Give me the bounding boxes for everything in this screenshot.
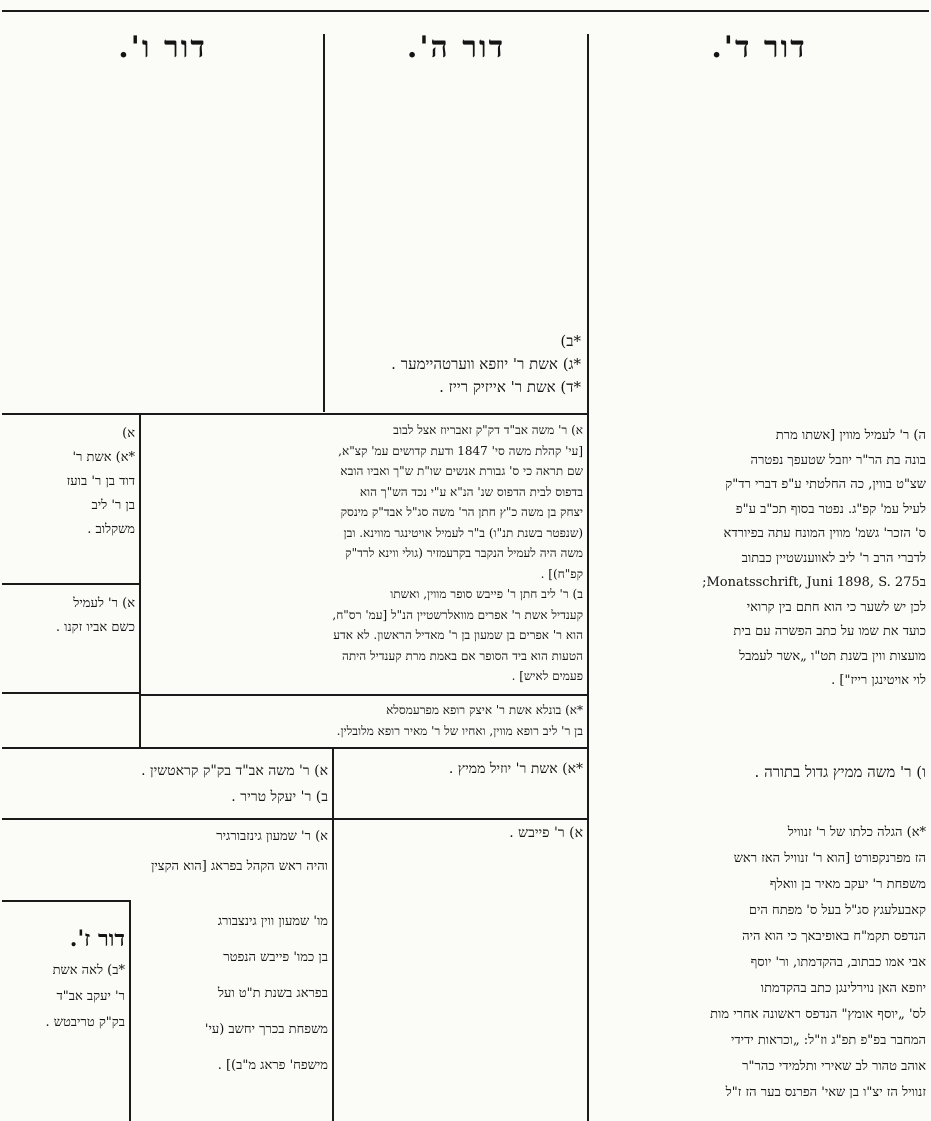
row4-left-top-block: [5, 822, 328, 882]
row4-left-col-block: [134, 904, 328, 1084]
text-line: ב) ר' יעקל טריר .: [231, 789, 328, 805]
text-line: [עי' קהלת משה סי' 1847 ודעת קדושים עמ' קצ"א,: [338, 443, 583, 458]
text-line: דוד בן ר' בועז: [66, 474, 135, 489]
col-divider-left-upper: [323, 34, 325, 412]
header-dor-vav: דור ו'.: [118, 30, 207, 65]
text-line: א) ר' משה אב"ד בק"ק קראטשין .: [141, 763, 328, 779]
rule-row4-left-sub: [2, 900, 130, 902]
text-line: והיה ראש הקהל בפראג [הוא הקצין: [151, 859, 328, 874]
text-line: בדפוס לבית הדפוס שנ' הנ"א ע"י נכד הש"ך הוא: [359, 484, 583, 499]
text-line: כועד את שמו על כתב הפשרה עם בית: [733, 624, 926, 639]
text-line: *ג) אשת ר' יוזפא ווערטהיימער .: [391, 355, 581, 373]
text-line: אבי אמו כבתוב, בהקדמתו, ור' יוסף: [750, 955, 926, 970]
text-line: בMonatsschrift, Juni 1898, S. 275;: [702, 575, 926, 590]
header-dor-he: דור ה'.: [406, 30, 506, 65]
text-line: בן כמו' פייבש הנפטר: [223, 950, 328, 965]
text-line: לוי אויטינגן רייז"] .: [831, 673, 926, 688]
text-line: לס' „יוסף אומץ" הנדפס ראשונה אחרי מות: [710, 1007, 926, 1022]
text-line: *א) אשת ר': [72, 450, 135, 465]
row2-left-b-block: [5, 592, 135, 640]
text-line: ר' יעקב אב"ד: [56, 989, 125, 1004]
text-line: בונה בת הר"ר יוזבל שטעפך נפטרה: [750, 452, 926, 468]
text-line: הטעות הוא ביד הסופר אם באמת מרת קענדיל היתה: [341, 648, 583, 663]
text-line: קענדיל אשת ר' אפרים מוואלרשטיין הנ"ל [עמ' רס"ח,: [332, 607, 583, 622]
row4-right-block: [592, 820, 926, 1106]
rule-row3-top: [2, 747, 588, 749]
top-rule: [2, 10, 929, 12]
row2-mid2-block: [145, 700, 583, 742]
text-line: א) ר' לעמיל: [73, 596, 135, 611]
row2-left-a-block: [5, 422, 135, 542]
text-line: *א) בונלא אשת ר' איצק רופא מפרעמסלא: [386, 703, 583, 717]
text-line: לכן יש לשער כי הוא חתם בין קרואי: [746, 599, 926, 615]
text-line: ה) ר' לעמיל מווין [אשתו מרת: [775, 428, 926, 443]
text-line: הוא ר' אפרים בן שמעון בן ר' מאדיל הראשון. לא אדע: [333, 628, 583, 642]
rule-left-a: [2, 583, 140, 585]
text-line: משקלוב .: [87, 522, 135, 537]
text-line: בפראג בשנת ת"ט ועל: [217, 986, 328, 1001]
text-line: כשם אביו זקנו .: [55, 620, 135, 635]
rule-row4-top: [2, 818, 588, 820]
text-line: (שנפטר בשנת תנ"ו) ב"ר לעמיל אויטינגר מווינא. ובן: [343, 525, 583, 540]
text-line: מו' שמעון ווין גינצבורג: [217, 914, 328, 929]
text-line: לדברי הרב ר' ליב לאווענשטיין כבתוב: [741, 550, 926, 566]
col-divider-row2: [139, 413, 141, 748]
text-line: שם תראה כי ס' גבורת אנשים שו"ת ש"ך ואביו הובא: [340, 464, 583, 478]
text-line: פעמים לאיש] .: [511, 669, 583, 683]
text-line: א): [122, 426, 135, 441]
col-divider-right: [587, 34, 589, 1121]
text-line: קפ"ח)] .: [540, 566, 583, 581]
col-divider-row3: [332, 747, 334, 1121]
text-line: משפחת בכרך יחשב (עי': [204, 1022, 328, 1037]
rule-mid-sub: [140, 694, 588, 696]
text-line: בק"ק טריבטש .: [45, 1015, 125, 1030]
text-line: א) ר' משה אב"ד דק"ק זאבריוז אצל לבוב: [393, 423, 583, 437]
text-line: יצחק בן משה כ"ץ חתן הר' משה סג"ל אבד"ק מינסק: [340, 505, 583, 519]
header-dor-dalet: דור ד'.: [711, 30, 807, 65]
text-line: בן ר' ליב: [91, 498, 135, 513]
text-line: לעיל עמ' קפ"ג. נפטר בסוף תכ"ב ע"פ: [735, 501, 926, 517]
row1-mid-block: [326, 330, 581, 399]
rule-row2-top: [2, 413, 588, 415]
text-line: הז מפרנקפורט [הוא ר' זנוויל האז ראש: [733, 851, 926, 866]
text-line: משפחת ר' יעקב מאיר בן וואלף: [769, 877, 926, 892]
text-line: מישפח' פראג מ"ב)] .: [217, 1058, 328, 1073]
subheader-dor-zayin: דור ז'.: [69, 926, 125, 952]
text-line: ס' הזכר' גשמ' מווין המונח עתה בפיורדא: [723, 526, 926, 541]
row2-mid-block: [145, 420, 583, 687]
text-line: בן ר' ליב רופא מווין, ואחיו של ר' מאיר רופא מלובלין.: [336, 724, 583, 738]
text-line: *ד) אשת ר' אייזיק רייז .: [439, 378, 581, 396]
text-line: משה היה לעמיל הנקבר בקרעמזיר (גולי ווינא לרד"ק: [345, 546, 583, 560]
text-line: מועצות ווין בשנת תט"ו „אשר לעמבל: [739, 648, 926, 664]
text-line: יוזפא האן נוירלינגן כתב בהקדמתו: [760, 981, 926, 996]
text-line: *א) הגלה כלתו של ר' זנוויל: [787, 825, 926, 840]
text-line: שצ"ט בווין, כה החלטתי ע"פ דברי רד"ק: [725, 477, 926, 492]
text-line: הנדפס תקמ"ח באופיבאך כי הוא היה: [742, 929, 926, 944]
text-line: המחבר בפ"פ תפ"ג וז"ל: „וכראות ידידי: [730, 1033, 926, 1048]
text-line: ב) ר' ליב חתן ר' פייבש סופר מווין, ואשתו: [390, 587, 583, 601]
text-line: קאבעלעגץ סג"ל בעל ס' מפתח הים: [748, 903, 926, 918]
rule-left-b: [2, 692, 140, 694]
row2-right-block: [592, 424, 926, 694]
text-line: אוהב טהור לב שאירי ותלמידי כהר"ר: [742, 1059, 926, 1074]
text-line: זנוויל הז יצ"ו בן שאי' הפרנס בער הז ז"ל: [725, 1085, 926, 1100]
row4-far-left-block: [5, 958, 125, 1036]
text-line: *ב): [560, 332, 581, 350]
row3-mid-entry: *א) אשת ר' יוזיל ממיץ .: [448, 761, 583, 777]
text-line: *ב) לאה אשת: [52, 963, 125, 978]
col-divider-row4-left: [129, 900, 131, 1121]
row3-right-entry: ו) ר' משה ממיץ גדול בתורה .: [754, 763, 926, 781]
text-line: א) ר' שמעון גינזבורגיר: [216, 829, 328, 844]
row3-left-block: [5, 758, 328, 810]
row4-mid-entry: א) ר' פייבש .: [509, 825, 583, 841]
